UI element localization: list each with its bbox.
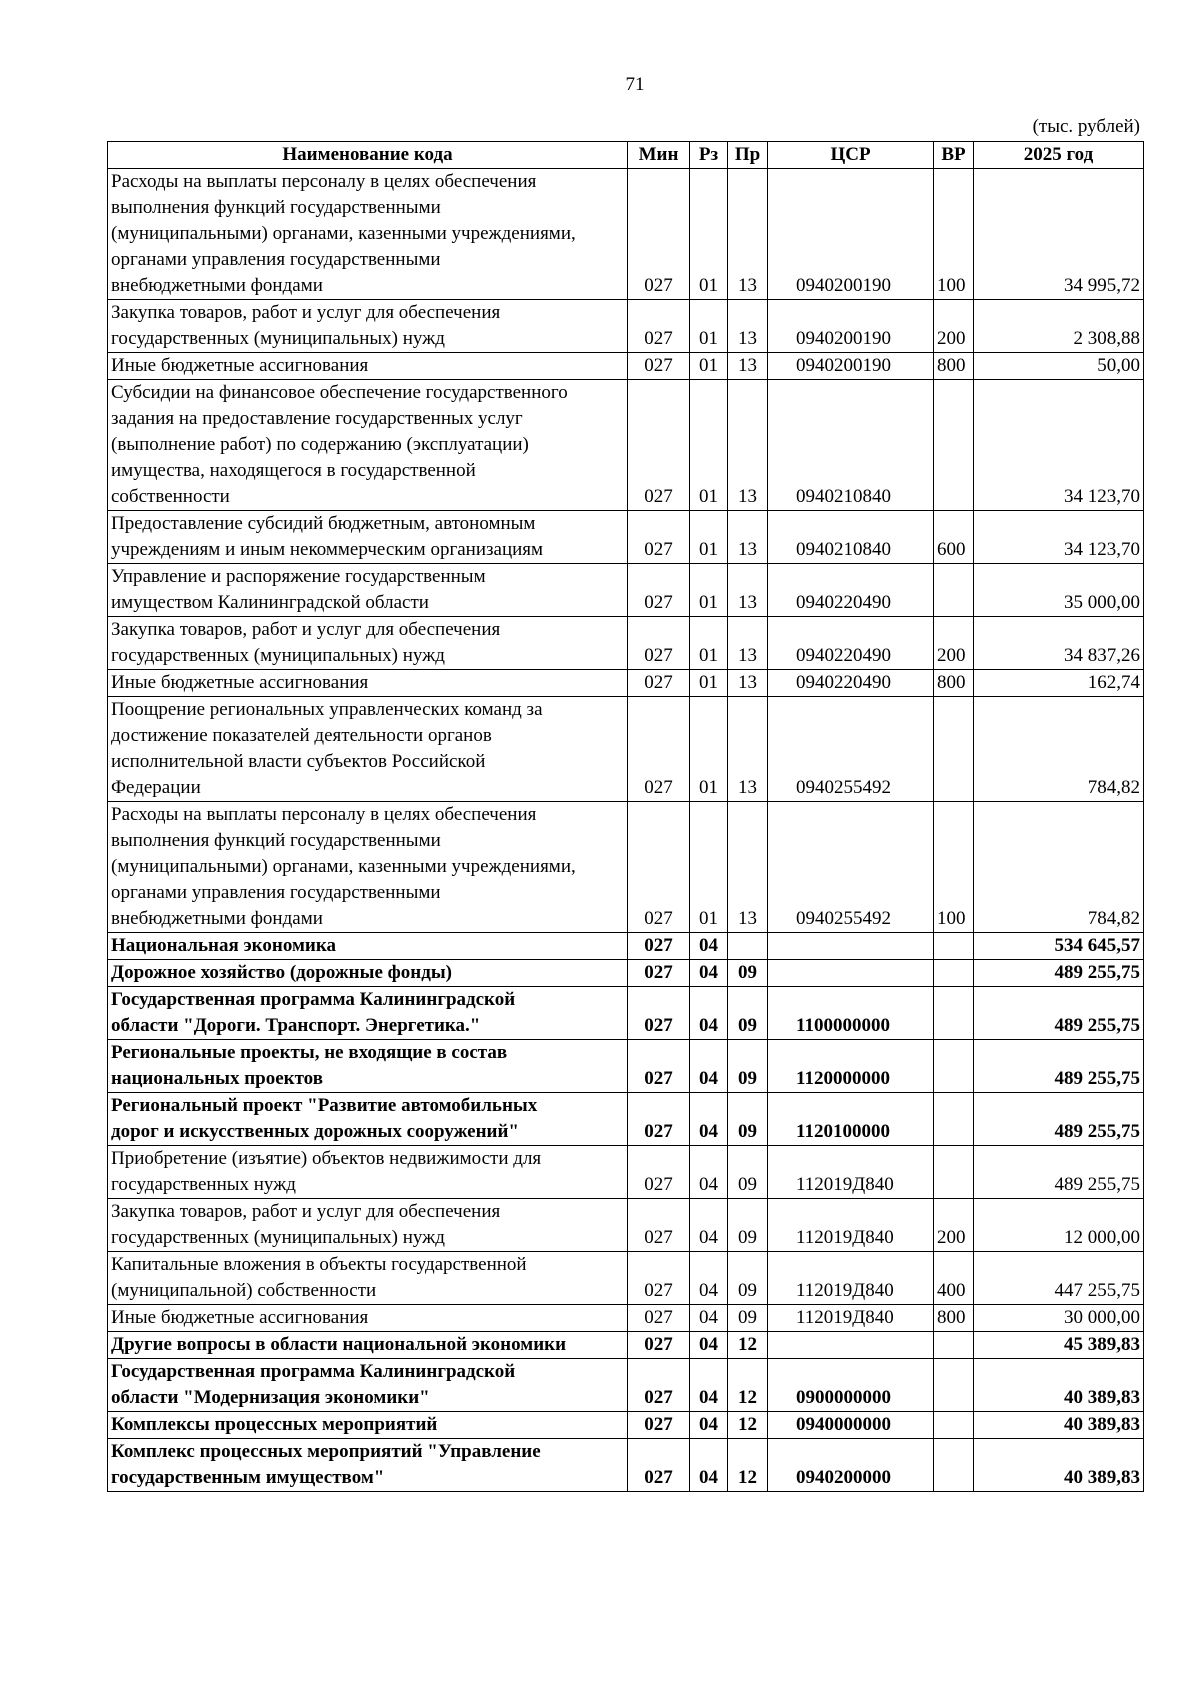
- cell-csr: 112019Д840: [768, 1252, 934, 1305]
- cell-vr: 100: [934, 169, 974, 300]
- cell-vr: [934, 960, 974, 987]
- cell-csr: [768, 933, 934, 960]
- cell-min: 027: [628, 1146, 690, 1199]
- cell-rz: 04: [690, 1439, 728, 1492]
- cell-amount: 489 255,75: [974, 960, 1144, 987]
- cell-csr: 0940210840: [768, 511, 934, 564]
- header-rz: Рз: [690, 142, 728, 169]
- cell-csr: 112019Д840: [768, 1146, 934, 1199]
- table-row: [108, 169, 1144, 300]
- name-line: государственным имуществом": [111, 1467, 385, 1488]
- cell-amount: 34 995,72: [974, 169, 1144, 300]
- table-row: [108, 1199, 1144, 1252]
- header-vr: ВР: [934, 142, 974, 169]
- cell-csr: 112019Д840: [768, 1199, 934, 1252]
- cell-name: [108, 670, 628, 697]
- table-row: [108, 1332, 1144, 1359]
- cell-rz: 04: [690, 987, 728, 1040]
- cell-pr: 09: [728, 1305, 768, 1332]
- table-body: [108, 169, 1144, 1492]
- name-line: исполнительной власти субъектов Российской: [111, 751, 486, 772]
- name-line: Иные бюджетные ассигнования: [111, 355, 369, 376]
- cell-csr: 1100000000: [768, 987, 934, 1040]
- cell-vr: [934, 697, 974, 802]
- cell-csr: 0940200190: [768, 169, 934, 300]
- cell-min: 027: [628, 802, 690, 933]
- header-name: Наименование кода: [108, 142, 628, 169]
- name-line: Другие вопросы в области национальной экономики: [111, 1334, 567, 1355]
- cell-amount: 489 255,75: [974, 1040, 1144, 1093]
- cell-pr: 13: [728, 802, 768, 933]
- cell-rz: 04: [690, 1093, 728, 1146]
- cell-rz: 01: [690, 802, 728, 933]
- name-line: внебюджетными фондами: [111, 908, 323, 929]
- cell-pr: 13: [728, 697, 768, 802]
- cell-csr: 1120100000: [768, 1093, 934, 1146]
- name-line: Комплексы процессных мероприятий: [111, 1414, 438, 1435]
- cell-csr: 0940255492: [768, 697, 934, 802]
- cell-name: [108, 987, 628, 1040]
- cell-rz: 04: [690, 1412, 728, 1439]
- cell-amount: 12 000,00: [974, 1199, 1144, 1252]
- header-pr: Пр: [728, 142, 768, 169]
- name-line: Капитальные вложения в объекты государственной: [111, 1254, 527, 1275]
- cell-vr: [934, 1093, 974, 1146]
- name-line: Расходы на выплаты персоналу в целях обеспечения: [111, 171, 537, 192]
- name-line: учреждениям и иным некоммерческим организациям: [111, 539, 544, 560]
- header-year: 2025 год: [974, 142, 1144, 169]
- cell-min: 027: [628, 1040, 690, 1093]
- cell-amount: 447 255,75: [974, 1252, 1144, 1305]
- cell-rz: 01: [690, 617, 728, 670]
- name-line: достижение показателей деятельности органов: [111, 725, 492, 746]
- table-row: [108, 564, 1144, 617]
- cell-min: 027: [628, 1332, 690, 1359]
- cell-amount: 489 255,75: [974, 987, 1144, 1040]
- cell-min: 027: [628, 617, 690, 670]
- table-row: [108, 1439, 1144, 1492]
- cell-amount: 30 000,00: [974, 1305, 1144, 1332]
- table-row: [108, 987, 1144, 1040]
- cell-csr: 0940200190: [768, 300, 934, 353]
- name-line: Дорожное хозяйство (дорожные фонды): [111, 962, 452, 983]
- cell-name: [108, 1305, 628, 1332]
- cell-vr: 600: [934, 511, 974, 564]
- cell-rz: 04: [690, 1040, 728, 1093]
- name-line: Закупка товаров, работ и услуг для обеспечения: [111, 302, 501, 323]
- cell-amount: 45 389,83: [974, 1332, 1144, 1359]
- cell-min: 027: [628, 1252, 690, 1305]
- table-row: [108, 1412, 1144, 1439]
- cell-min: 027: [628, 933, 690, 960]
- table-row: [108, 380, 1144, 511]
- cell-csr: [768, 1332, 934, 1359]
- cell-rz: 04: [690, 1305, 728, 1332]
- table-header-row: [108, 142, 1144, 169]
- cell-amount: 784,82: [974, 802, 1144, 933]
- cell-min: 027: [628, 1412, 690, 1439]
- name-line: области "Модернизация экономики": [111, 1387, 430, 1408]
- cell-csr: 0940200190: [768, 353, 934, 380]
- cell-amount: 784,82: [974, 697, 1144, 802]
- name-line: имуществом Калининградской области: [111, 592, 429, 613]
- cell-min: 027: [628, 380, 690, 511]
- cell-name: [108, 564, 628, 617]
- name-line: Предоставление субсидий бюджетным, автономным: [111, 513, 536, 534]
- cell-vr: 800: [934, 670, 974, 697]
- cell-rz: 04: [690, 933, 728, 960]
- name-line: Закупка товаров, работ и услуг для обеспечения: [111, 619, 501, 640]
- cell-name: [108, 169, 628, 300]
- header-min: Мин: [628, 142, 690, 169]
- cell-amount: 40 389,83: [974, 1412, 1144, 1439]
- cell-name: [108, 1040, 628, 1093]
- name-line: Управление и распоряжение государственным: [111, 566, 486, 587]
- cell-csr: 0900000000: [768, 1359, 934, 1412]
- cell-min: 027: [628, 697, 690, 802]
- cell-min: 027: [628, 1093, 690, 1146]
- table-row: [108, 1093, 1144, 1146]
- name-line: Поощрение региональных управленческих команд за: [111, 699, 543, 720]
- cell-amount: 489 255,75: [974, 1146, 1144, 1199]
- cell-min: 027: [628, 564, 690, 617]
- name-line: Национальная экономика: [111, 935, 337, 956]
- cell-rz: 01: [690, 300, 728, 353]
- cell-pr: 09: [728, 960, 768, 987]
- cell-name: [108, 300, 628, 353]
- cell-pr: 12: [728, 1332, 768, 1359]
- cell-name: [108, 1332, 628, 1359]
- page-number: 71: [625, 74, 645, 95]
- cell-pr: 09: [728, 1040, 768, 1093]
- cell-min: 027: [628, 169, 690, 300]
- name-line: Иные бюджетные ассигнования: [111, 1307, 369, 1328]
- cell-pr: 13: [728, 670, 768, 697]
- cell-rz: 04: [690, 1146, 728, 1199]
- cell-rz: 01: [690, 353, 728, 380]
- table-row: [108, 353, 1144, 380]
- cell-vr: 200: [934, 617, 974, 670]
- cell-vr: [934, 987, 974, 1040]
- cell-csr: 0940200000: [768, 1439, 934, 1492]
- cell-pr: 09: [728, 987, 768, 1040]
- cell-pr: 09: [728, 1146, 768, 1199]
- name-line: Государственная программа Калининградской: [111, 989, 516, 1010]
- cell-rz: 04: [690, 1332, 728, 1359]
- cell-amount: 40 389,83: [974, 1439, 1144, 1492]
- cell-min: 027: [628, 987, 690, 1040]
- cell-vr: 200: [934, 1199, 974, 1252]
- table-row: [108, 802, 1144, 933]
- name-line: (муниципальными) органами, казенными учреждениями,: [111, 856, 576, 877]
- name-line: выполнения функций государственными: [111, 830, 441, 851]
- cell-name: [108, 933, 628, 960]
- cell-min: 027: [628, 1199, 690, 1252]
- table-row: [108, 670, 1144, 697]
- cell-pr: 12: [728, 1412, 768, 1439]
- cell-csr: 0940220490: [768, 564, 934, 617]
- name-line: государственных (муниципальных) нужд: [111, 328, 445, 349]
- cell-csr: [768, 960, 934, 987]
- name-line: Расходы на выплаты персоналу в целях обеспечения: [111, 804, 537, 825]
- table-row: [108, 617, 1144, 670]
- name-line: выполнения функций государственными: [111, 197, 441, 218]
- table-row: [108, 960, 1144, 987]
- cell-name: [108, 1199, 628, 1252]
- cell-vr: [934, 380, 974, 511]
- cell-pr: 12: [728, 1359, 768, 1412]
- cell-amount: 34 837,26: [974, 617, 1144, 670]
- cell-pr: [728, 933, 768, 960]
- cell-amount: 489 255,75: [974, 1093, 1144, 1146]
- cell-amount: 35 000,00: [974, 564, 1144, 617]
- cell-pr: 13: [728, 617, 768, 670]
- cell-name: [108, 380, 628, 511]
- table-row: [108, 1359, 1144, 1412]
- cell-min: 027: [628, 511, 690, 564]
- table-row: [108, 1146, 1144, 1199]
- name-line: государственных (муниципальных) нужд: [111, 1227, 445, 1248]
- cell-min: 027: [628, 1305, 690, 1332]
- cell-min: 027: [628, 1359, 690, 1412]
- cell-vr: [934, 1359, 974, 1412]
- cell-vr: 400: [934, 1252, 974, 1305]
- name-line: собственности: [111, 486, 230, 507]
- cell-rz: 04: [690, 960, 728, 987]
- cell-rz: 01: [690, 564, 728, 617]
- cell-rz: 04: [690, 1359, 728, 1412]
- cell-name: [108, 1412, 628, 1439]
- cell-rz: 01: [690, 169, 728, 300]
- cell-min: 027: [628, 300, 690, 353]
- cell-vr: [934, 1040, 974, 1093]
- cell-pr: 09: [728, 1252, 768, 1305]
- units-label: (тыс. рублей): [1032, 116, 1140, 137]
- cell-csr: 112019Д840: [768, 1305, 934, 1332]
- cell-name: [108, 1146, 628, 1199]
- cell-csr: 0940210840: [768, 380, 934, 511]
- cell-vr: [934, 933, 974, 960]
- cell-name: [108, 960, 628, 987]
- cell-name: [108, 1093, 628, 1146]
- cell-csr: 1120000000: [768, 1040, 934, 1093]
- name-line: внебюджетными фондами: [111, 275, 323, 296]
- cell-pr: 13: [728, 300, 768, 353]
- cell-pr: 13: [728, 564, 768, 617]
- cell-csr: 0940220490: [768, 670, 934, 697]
- cell-amount: 34 123,70: [974, 511, 1144, 564]
- cell-vr: [934, 1146, 974, 1199]
- cell-name: [108, 353, 628, 380]
- budget-table: [107, 141, 1144, 1492]
- table-row: [108, 1040, 1144, 1093]
- cell-name: [108, 1252, 628, 1305]
- cell-pr: 13: [728, 353, 768, 380]
- name-line: Государственная программа Калининградской: [111, 1361, 516, 1382]
- name-line: Иные бюджетные ассигнования: [111, 672, 369, 693]
- cell-csr: 0940255492: [768, 802, 934, 933]
- cell-amount: 50,00: [974, 353, 1144, 380]
- cell-min: 027: [628, 670, 690, 697]
- cell-vr: 200: [934, 300, 974, 353]
- name-line: Приобретение (изъятие) объектов недвижимости для: [111, 1148, 542, 1169]
- cell-name: [108, 697, 628, 802]
- name-line: государственных нужд: [111, 1174, 296, 1195]
- cell-csr: 0940000000: [768, 1412, 934, 1439]
- table-row: [108, 1305, 1144, 1332]
- cell-rz: 01: [690, 670, 728, 697]
- cell-vr: [934, 1439, 974, 1492]
- name-line: области "Дороги. Транспорт. Энергетика.": [111, 1015, 481, 1036]
- cell-pr: 09: [728, 1093, 768, 1146]
- name-line: Региональный проект "Развитие автомобильных: [111, 1095, 538, 1116]
- cell-csr: 0940220490: [768, 617, 934, 670]
- name-line: (муниципальной) собственности: [111, 1280, 377, 1301]
- cell-rz: 04: [690, 1199, 728, 1252]
- cell-pr: 13: [728, 511, 768, 564]
- table-row: [108, 933, 1144, 960]
- name-line: органами управления государственными: [111, 882, 441, 903]
- cell-amount: 534 645,57: [974, 933, 1144, 960]
- name-line: Закупка товаров, работ и услуг для обеспечения: [111, 1201, 501, 1222]
- cell-amount: 162,74: [974, 670, 1144, 697]
- cell-pr: 13: [728, 169, 768, 300]
- cell-name: [108, 802, 628, 933]
- name-line: (муниципальными) органами, казенными учреждениями,: [111, 223, 576, 244]
- table-row: [108, 1252, 1144, 1305]
- name-line: Региональные проекты, не входящие в состав: [111, 1042, 508, 1063]
- name-line: Комплекс процессных мероприятий "Управление: [111, 1441, 541, 1462]
- name-line: Субсидии на финансовое обеспечение государственного: [111, 382, 568, 403]
- cell-amount: 2 308,88: [974, 300, 1144, 353]
- cell-name: [108, 1439, 628, 1492]
- cell-pr: 12: [728, 1439, 768, 1492]
- table-row: [108, 697, 1144, 802]
- table-row: [108, 300, 1144, 353]
- cell-rz: 01: [690, 697, 728, 802]
- cell-amount: 40 389,83: [974, 1359, 1144, 1412]
- name-line: задания на предоставление государственных услуг: [111, 408, 523, 429]
- cell-vr: 100: [934, 802, 974, 933]
- name-line: (выполнение работ) по содержанию (эксплуатации): [111, 434, 529, 455]
- table-row: [108, 511, 1144, 564]
- cell-pr: 13: [728, 380, 768, 511]
- cell-pr: 09: [728, 1199, 768, 1252]
- name-line: дорог и искусственных дорожных сооружений": [111, 1121, 519, 1142]
- cell-name: [108, 511, 628, 564]
- cell-vr: [934, 1332, 974, 1359]
- cell-min: 027: [628, 353, 690, 380]
- name-line: имущества, находящегося в государственной: [111, 460, 476, 481]
- cell-min: 027: [628, 960, 690, 987]
- header-csr: ЦСР: [768, 142, 934, 169]
- name-line: национальных проектов: [111, 1068, 323, 1089]
- name-line: государственных (муниципальных) нужд: [111, 645, 445, 666]
- cell-amount: 34 123,70: [974, 380, 1144, 511]
- cell-rz: 01: [690, 380, 728, 511]
- name-line: Федерации: [111, 777, 201, 798]
- cell-vr: 800: [934, 353, 974, 380]
- cell-name: [108, 617, 628, 670]
- cell-rz: 04: [690, 1252, 728, 1305]
- name-line: органами управления государственными: [111, 249, 441, 270]
- cell-rz: 01: [690, 511, 728, 564]
- cell-name: [108, 1359, 628, 1412]
- cell-min: 027: [628, 1439, 690, 1492]
- cell-vr: [934, 564, 974, 617]
- cell-vr: 800: [934, 1305, 974, 1332]
- cell-vr: [934, 1412, 974, 1439]
